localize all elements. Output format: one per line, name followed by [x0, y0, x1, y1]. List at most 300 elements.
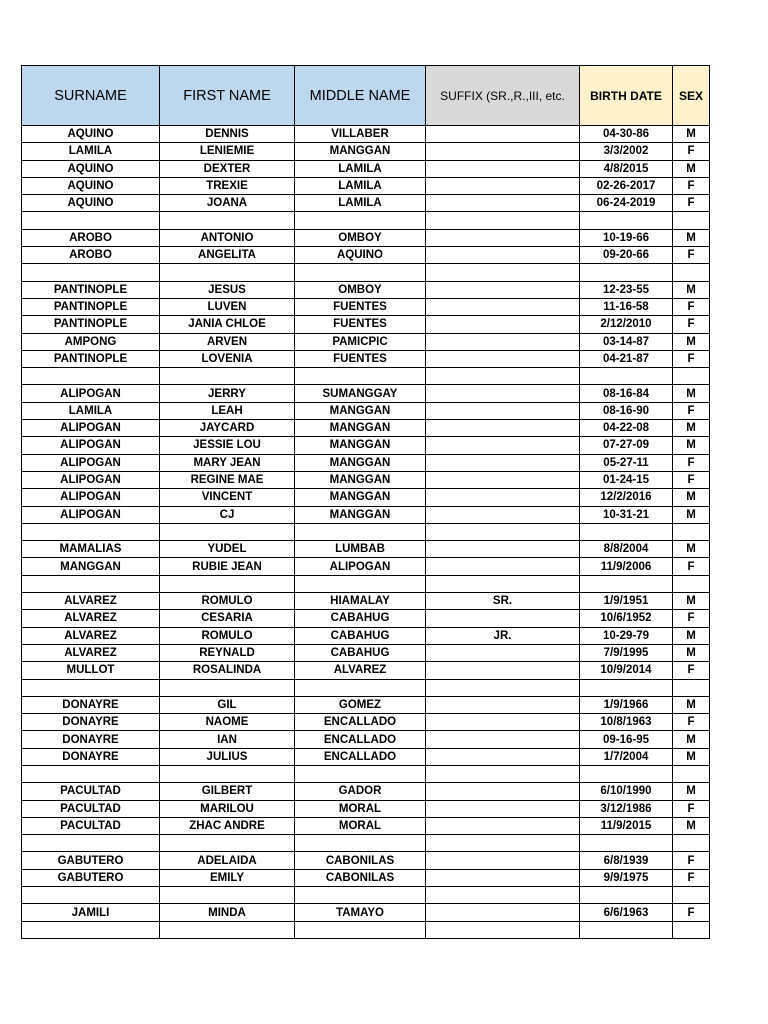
cell-first-name[interactable]: JESUS: [160, 281, 295, 298]
cell-first-name[interactable]: JAYCARD: [160, 420, 295, 437]
cell-first-name[interactable]: DENNIS: [160, 126, 295, 143]
cell-sex[interactable]: [673, 264, 710, 281]
cell-middle-name[interactable]: ALIPOGAN: [295, 558, 426, 575]
cell-birth-date[interactable]: 04-30-86: [580, 126, 673, 143]
cell-suffix[interactable]: [426, 800, 580, 817]
cell-suffix[interactable]: [426, 921, 580, 938]
cell-suffix[interactable]: [426, 281, 580, 298]
cell-surname[interactable]: ALVAREZ: [22, 627, 160, 644]
cell-surname[interactable]: DONAYRE: [22, 731, 160, 748]
cell-sex[interactable]: M: [673, 281, 710, 298]
cell-middle-name[interactable]: OMBOY: [295, 281, 426, 298]
cell-first-name[interactable]: ARVEN: [160, 333, 295, 350]
cell-first-name[interactable]: ROMULO: [160, 593, 295, 610]
cell-first-name[interactable]: JESSIE LOU: [160, 437, 295, 454]
cell-middle-name[interactable]: FUENTES: [295, 350, 426, 367]
cell-surname[interactable]: GABUTERO: [22, 869, 160, 886]
cell-middle-name[interactable]: HIAMALAY: [295, 593, 426, 610]
cell-first-name[interactable]: RUBIE JEAN: [160, 558, 295, 575]
cell-sex[interactable]: F: [673, 852, 710, 869]
cell-sex[interactable]: [673, 212, 710, 229]
cell-suffix[interactable]: [426, 575, 580, 592]
table-row: [22, 385, 710, 402]
cell-suffix[interactable]: [426, 714, 580, 731]
cell-middle-name[interactable]: GOMEZ: [295, 696, 426, 713]
cell-suffix[interactable]: [426, 817, 580, 834]
cell-sex[interactable]: M: [673, 748, 710, 765]
cell-birth-date[interactable]: 3/3/2002: [580, 143, 673, 160]
cell-birth-date[interactable]: 8/8/2004: [580, 541, 673, 558]
cell-birth-date[interactable]: 6/10/1990: [580, 783, 673, 800]
cell-birth-date[interactable]: 9/9/1975: [580, 869, 673, 886]
cell-first-name[interactable]: MINDA: [160, 904, 295, 921]
cell-birth-date[interactable]: 1/9/1966: [580, 696, 673, 713]
cell-suffix[interactable]: [426, 887, 580, 904]
cell-suffix[interactable]: [426, 489, 580, 506]
cell-suffix[interactable]: [426, 644, 580, 661]
cell-middle-name[interactable]: MORAL: [295, 800, 426, 817]
cell-sex[interactable]: M: [673, 731, 710, 748]
cell-sex[interactable]: M: [673, 817, 710, 834]
cell-surname[interactable]: AROBO: [22, 247, 160, 264]
cell-birth-date[interactable]: 11/9/2015: [580, 817, 673, 834]
cell-suffix[interactable]: [426, 264, 580, 281]
cell-surname[interactable]: LAMILA: [22, 402, 160, 419]
cell-surname[interactable]: ALIPOGAN: [22, 385, 160, 402]
cell-first-name[interactable]: LOVENIA: [160, 350, 295, 367]
cell-birth-date[interactable]: 6/6/1963: [580, 904, 673, 921]
cell-sex[interactable]: M: [673, 696, 710, 713]
cell-sex[interactable]: [673, 765, 710, 782]
cell-middle-name[interactable]: CABAHUG: [295, 610, 426, 627]
cell-suffix[interactable]: [426, 229, 580, 246]
cell-first-name[interactable]: [160, 765, 295, 782]
cell-birth-date[interactable]: 1/7/2004: [580, 748, 673, 765]
cell-sex[interactable]: M: [673, 593, 710, 610]
cell-surname[interactable]: [22, 575, 160, 592]
cell-surname[interactable]: ALIPOGAN: [22, 489, 160, 506]
cell-middle-name[interactable]: MANGGAN: [295, 471, 426, 488]
cell-middle-name[interactable]: MANGGAN: [295, 489, 426, 506]
cell-first-name[interactable]: LENIEMIE: [160, 143, 295, 160]
cell-middle-name[interactable]: MANGGAN: [295, 420, 426, 437]
cell-suffix[interactable]: [426, 143, 580, 160]
cell-suffix[interactable]: [426, 835, 580, 852]
cell-birth-date[interactable]: [580, 921, 673, 938]
cell-suffix[interactable]: [426, 523, 580, 540]
cell-surname[interactable]: MAMALIAS: [22, 541, 160, 558]
cell-sex[interactable]: F: [673, 143, 710, 160]
cell-sex[interactable]: F: [673, 350, 710, 367]
cell-middle-name[interactable]: [295, 765, 426, 782]
cell-middle-name[interactable]: [295, 523, 426, 540]
cell-sex[interactable]: F: [673, 298, 710, 315]
cell-surname[interactable]: PANTINOPLE: [22, 281, 160, 298]
cell-surname[interactable]: ALVAREZ: [22, 610, 160, 627]
cell-middle-name[interactable]: SUMANGGAY: [295, 385, 426, 402]
cell-surname[interactable]: AQUINO: [22, 195, 160, 212]
cell-suffix[interactable]: [426, 247, 580, 264]
cell-sex[interactable]: F: [673, 195, 710, 212]
cell-sex[interactable]: F: [673, 610, 710, 627]
cell-middle-name[interactable]: [295, 679, 426, 696]
cell-suffix[interactable]: [426, 471, 580, 488]
cell-middle-name[interactable]: TAMAYO: [295, 904, 426, 921]
cell-surname[interactable]: [22, 921, 160, 938]
cell-middle-name[interactable]: [295, 887, 426, 904]
cell-suffix[interactable]: [426, 126, 580, 143]
cell-suffix[interactable]: [426, 402, 580, 419]
cell-sex[interactable]: M: [673, 160, 710, 177]
cell-first-name[interactable]: [160, 575, 295, 592]
cell-sex[interactable]: M: [673, 541, 710, 558]
cell-middle-name[interactable]: ENCALLADO: [295, 714, 426, 731]
table-row: [22, 714, 710, 731]
cell-middle-name[interactable]: LUMBAB: [295, 541, 426, 558]
cell-surname[interactable]: PANTINOPLE: [22, 298, 160, 315]
cell-sex[interactable]: F: [673, 558, 710, 575]
cell-first-name[interactable]: [160, 368, 295, 385]
cell-suffix[interactable]: [426, 541, 580, 558]
cell-birth-date[interactable]: 7/9/1995: [580, 644, 673, 661]
cell-surname[interactable]: [22, 679, 160, 696]
cell-sex[interactable]: F: [673, 247, 710, 264]
cell-first-name[interactable]: JULIUS: [160, 748, 295, 765]
cell-first-name[interactable]: JOANA: [160, 195, 295, 212]
cell-middle-name[interactable]: MORAL: [295, 817, 426, 834]
cell-first-name[interactable]: DEXTER: [160, 160, 295, 177]
cell-birth-date[interactable]: 08-16-90: [580, 402, 673, 419]
cell-suffix[interactable]: [426, 765, 580, 782]
cell-suffix[interactable]: [426, 869, 580, 886]
cell-suffix[interactable]: [426, 748, 580, 765]
cell-suffix[interactable]: [426, 731, 580, 748]
cell-suffix[interactable]: [426, 195, 580, 212]
cell-middle-name[interactable]: LAMILA: [295, 160, 426, 177]
table-row: [22, 921, 710, 938]
cell-surname[interactable]: GABUTERO: [22, 852, 160, 869]
cell-middle-name[interactable]: ENCALLADO: [295, 748, 426, 765]
cell-first-name[interactable]: ANGELITA: [160, 247, 295, 264]
cell-sex[interactable]: F: [673, 402, 710, 419]
cell-first-name[interactable]: REYNALD: [160, 644, 295, 661]
cell-first-name[interactable]: [160, 679, 295, 696]
cell-first-name[interactable]: [160, 887, 295, 904]
cell-sex[interactable]: M: [673, 229, 710, 246]
cell-first-name[interactable]: [160, 523, 295, 540]
cell-middle-name[interactable]: GADOR: [295, 783, 426, 800]
table-row: [22, 696, 710, 713]
cell-birth-date[interactable]: 10-29-79: [580, 627, 673, 644]
cell-middle-name[interactable]: [295, 368, 426, 385]
cell-suffix[interactable]: [426, 904, 580, 921]
cell-first-name[interactable]: EMILY: [160, 869, 295, 886]
cell-birth-date[interactable]: 01-24-15: [580, 471, 673, 488]
cell-suffix[interactable]: [426, 506, 580, 523]
cell-birth-date[interactable]: 08-16-84: [580, 385, 673, 402]
cell-suffix[interactable]: [426, 298, 580, 315]
cell-suffix[interactable]: [426, 558, 580, 575]
cell-suffix[interactable]: [426, 350, 580, 367]
cell-sex[interactable]: M: [673, 489, 710, 506]
cell-sex[interactable]: F: [673, 714, 710, 731]
cell-surname[interactable]: [22, 212, 160, 229]
cell-surname[interactable]: ALIPOGAN: [22, 454, 160, 471]
cell-surname[interactable]: PANTINOPLE: [22, 316, 160, 333]
cell-surname[interactable]: ALVAREZ: [22, 593, 160, 610]
cell-middle-name[interactable]: LAMILA: [295, 177, 426, 194]
cell-sex[interactable]: F: [673, 177, 710, 194]
cell-sex[interactable]: M: [673, 437, 710, 454]
cell-surname[interactable]: DONAYRE: [22, 714, 160, 731]
cell-birth-date[interactable]: 12-23-55: [580, 281, 673, 298]
cell-birth-date[interactable]: 09-20-66: [580, 247, 673, 264]
cell-middle-name[interactable]: ENCALLADO: [295, 731, 426, 748]
cell-surname[interactable]: ALIPOGAN: [22, 420, 160, 437]
cell-middle-name[interactable]: AQUINO: [295, 247, 426, 264]
cell-first-name[interactable]: [160, 835, 295, 852]
cell-first-name[interactable]: YUDEL: [160, 541, 295, 558]
cell-first-name[interactable]: MARILOU: [160, 800, 295, 817]
table-row: [22, 143, 710, 160]
cell-surname[interactable]: LAMILA: [22, 143, 160, 160]
cell-birth-date[interactable]: [580, 212, 673, 229]
cell-surname[interactable]: ALIPOGAN: [22, 437, 160, 454]
cell-surname[interactable]: ALIPOGAN: [22, 506, 160, 523]
cell-suffix[interactable]: [426, 783, 580, 800]
cell-birth-date[interactable]: 05-27-11: [580, 454, 673, 471]
header-suffix: SUFFIX (SR.,R.,III, etc.: [426, 66, 580, 126]
cell-sex[interactable]: [673, 523, 710, 540]
cell-first-name[interactable]: NAOME: [160, 714, 295, 731]
cell-suffix[interactable]: [426, 385, 580, 402]
cell-birth-date[interactable]: 11-16-58: [580, 298, 673, 315]
cell-surname[interactable]: [22, 835, 160, 852]
cell-birth-date[interactable]: 6/8/1939: [580, 852, 673, 869]
cell-first-name[interactable]: VINCENT: [160, 489, 295, 506]
cell-surname[interactable]: AQUINO: [22, 160, 160, 177]
cell-middle-name[interactable]: [295, 575, 426, 592]
cell-birth-date[interactable]: 3/12/1986: [580, 800, 673, 817]
cell-middle-name[interactable]: LAMILA: [295, 195, 426, 212]
cell-surname[interactable]: JAMILI: [22, 904, 160, 921]
cell-surname[interactable]: [22, 368, 160, 385]
cell-first-name[interactable]: ADELAIDA: [160, 852, 295, 869]
cell-birth-date[interactable]: 04-22-08: [580, 420, 673, 437]
cell-sex[interactable]: M: [673, 385, 710, 402]
cell-first-name[interactable]: CJ: [160, 506, 295, 523]
cell-suffix[interactable]: [426, 662, 580, 679]
cell-sex[interactable]: M: [673, 783, 710, 800]
cell-surname[interactable]: PACULTAD: [22, 817, 160, 834]
cell-surname[interactable]: DONAYRE: [22, 748, 160, 765]
cell-sex[interactable]: M: [673, 333, 710, 350]
cell-sex[interactable]: F: [673, 662, 710, 679]
cell-suffix[interactable]: [426, 437, 580, 454]
cell-surname[interactable]: PACULTAD: [22, 800, 160, 817]
cell-surname[interactable]: MULLOT: [22, 662, 160, 679]
cell-surname[interactable]: AMPONG: [22, 333, 160, 350]
cell-first-name[interactable]: JANIA CHLOE: [160, 316, 295, 333]
cell-sex[interactable]: M: [673, 627, 710, 644]
cell-birth-date[interactable]: 06-24-2019: [580, 195, 673, 212]
cell-sex[interactable]: F: [673, 800, 710, 817]
cell-birth-date[interactable]: [580, 765, 673, 782]
header-surname: SURNAME: [22, 66, 160, 126]
header-middle-name: MIDDLE NAME: [295, 66, 426, 126]
cell-sex[interactable]: [673, 921, 710, 938]
cell-suffix[interactable]: [426, 212, 580, 229]
cell-birth-date[interactable]: 04-21-87: [580, 350, 673, 367]
cell-surname[interactable]: DONAYRE: [22, 696, 160, 713]
cell-middle-name[interactable]: MANGGAN: [295, 437, 426, 454]
cell-first-name[interactable]: ANTONIO: [160, 229, 295, 246]
cell-suffix[interactable]: [426, 368, 580, 385]
cell-suffix[interactable]: [426, 333, 580, 350]
cell-middle-name[interactable]: CABAHUG: [295, 644, 426, 661]
cell-middle-name[interactable]: CABONILAS: [295, 852, 426, 869]
cell-first-name[interactable]: LUVEN: [160, 298, 295, 315]
cell-suffix[interactable]: [426, 177, 580, 194]
cell-surname[interactable]: PACULTAD: [22, 783, 160, 800]
table-row: [22, 765, 710, 782]
cell-middle-name[interactable]: [295, 835, 426, 852]
cell-birth-date[interactable]: [580, 264, 673, 281]
cell-suffix[interactable]: [426, 696, 580, 713]
cell-suffix[interactable]: [426, 160, 580, 177]
table-row: [22, 610, 710, 627]
cell-middle-name[interactable]: MANGGAN: [295, 454, 426, 471]
cell-sex[interactable]: M: [673, 506, 710, 523]
table-row: [22, 333, 710, 350]
cell-birth-date[interactable]: 12/2/2016: [580, 489, 673, 506]
cell-surname[interactable]: AQUINO: [22, 177, 160, 194]
table-row: [22, 195, 710, 212]
cell-surname[interactable]: AQUINO: [22, 126, 160, 143]
cell-birth-date[interactable]: 10/6/1952: [580, 610, 673, 627]
cell-first-name[interactable]: JERRY: [160, 385, 295, 402]
cell-surname[interactable]: MANGGAN: [22, 558, 160, 575]
cell-first-name[interactable]: [160, 212, 295, 229]
cell-sex[interactable]: F: [673, 471, 710, 488]
cell-sex[interactable]: [673, 575, 710, 592]
table-row: [22, 489, 710, 506]
cell-suffix[interactable]: [426, 454, 580, 471]
cell-birth-date[interactable]: 07-27-09: [580, 437, 673, 454]
cell-surname[interactable]: ALVAREZ: [22, 644, 160, 661]
cell-sex[interactable]: [673, 679, 710, 696]
cell-middle-name[interactable]: [295, 921, 426, 938]
cell-birth-date[interactable]: 1/9/1951: [580, 593, 673, 610]
cell-first-name[interactable]: [160, 264, 295, 281]
cell-middle-name[interactable]: PAMICPIC: [295, 333, 426, 350]
cell-sex[interactable]: [673, 887, 710, 904]
cell-suffix[interactable]: [426, 610, 580, 627]
cell-birth-date[interactable]: [580, 368, 673, 385]
cell-surname[interactable]: [22, 523, 160, 540]
cell-middle-name[interactable]: FUENTES: [295, 316, 426, 333]
cell-first-name[interactable]: GIL: [160, 696, 295, 713]
cell-first-name[interactable]: IAN: [160, 731, 295, 748]
cell-surname[interactable]: [22, 264, 160, 281]
cell-birth-date[interactable]: 4/8/2015: [580, 160, 673, 177]
cell-birth-date[interactable]: 11/9/2006: [580, 558, 673, 575]
cell-birth-date[interactable]: [580, 835, 673, 852]
cell-birth-date[interactable]: [580, 523, 673, 540]
cell-suffix[interactable]: [426, 316, 580, 333]
cell-middle-name[interactable]: MANGGAN: [295, 402, 426, 419]
cell-sex[interactable]: M: [673, 644, 710, 661]
cell-middle-name[interactable]: CABONILAS: [295, 869, 426, 886]
cell-sex[interactable]: F: [673, 316, 710, 333]
cell-birth-date[interactable]: [580, 679, 673, 696]
cell-birth-date[interactable]: [580, 887, 673, 904]
cell-first-name[interactable]: MARY JEAN: [160, 454, 295, 471]
cell-middle-name[interactable]: ALVAREZ: [295, 662, 426, 679]
cell-sex[interactable]: F: [673, 454, 710, 471]
cell-sex[interactable]: M: [673, 420, 710, 437]
cell-first-name[interactable]: CESARIA: [160, 610, 295, 627]
cell-birth-date[interactable]: 10/8/1963: [580, 714, 673, 731]
cell-surname[interactable]: ALIPOGAN: [22, 471, 160, 488]
cell-first-name[interactable]: LEAH: [160, 402, 295, 419]
table-row: [22, 852, 710, 869]
cell-first-name[interactable]: [160, 921, 295, 938]
cell-suffix[interactable]: SR.: [426, 593, 580, 610]
cell-suffix[interactable]: [426, 679, 580, 696]
cell-middle-name[interactable]: MANGGAN: [295, 143, 426, 160]
cell-birth-date[interactable]: 2/12/2010: [580, 316, 673, 333]
cell-suffix[interactable]: JR.: [426, 627, 580, 644]
household-members-table: [21, 65, 710, 939]
cell-birth-date[interactable]: 10-19-66: [580, 229, 673, 246]
cell-birth-date[interactable]: 10-31-21: [580, 506, 673, 523]
cell-middle-name[interactable]: [295, 264, 426, 281]
cell-sex[interactable]: F: [673, 869, 710, 886]
cell-middle-name[interactable]: FUENTES: [295, 298, 426, 315]
cell-birth-date[interactable]: 09-16-95: [580, 731, 673, 748]
cell-sex[interactable]: M: [673, 126, 710, 143]
cell-suffix[interactable]: [426, 852, 580, 869]
cell-middle-name[interactable]: CABAHUG: [295, 627, 426, 644]
cell-first-name[interactable]: ZHAC ANDRE: [160, 817, 295, 834]
cell-middle-name[interactable]: [295, 212, 426, 229]
cell-first-name[interactable]: ROSALINDA: [160, 662, 295, 679]
cell-sex[interactable]: [673, 368, 710, 385]
cell-middle-name[interactable]: VILLABER: [295, 126, 426, 143]
cell-sex[interactable]: F: [673, 904, 710, 921]
cell-first-name[interactable]: TREXIE: [160, 177, 295, 194]
cell-first-name[interactable]: REGINE MAE: [160, 471, 295, 488]
cell-surname[interactable]: [22, 765, 160, 782]
cell-birth-date[interactable]: 03-14-87: [580, 333, 673, 350]
cell-surname[interactable]: [22, 887, 160, 904]
table-row: [22, 679, 710, 696]
cell-first-name[interactable]: GILBERT: [160, 783, 295, 800]
cell-middle-name[interactable]: MANGGAN: [295, 506, 426, 523]
table-row: [22, 229, 710, 246]
cell-middle-name[interactable]: OMBOY: [295, 229, 426, 246]
table-row: [22, 368, 710, 385]
cell-birth-date[interactable]: 02-26-2017: [580, 177, 673, 194]
cell-birth-date[interactable]: [580, 575, 673, 592]
cell-first-name[interactable]: ROMULO: [160, 627, 295, 644]
cell-birth-date[interactable]: 10/9/2014: [580, 662, 673, 679]
cell-suffix[interactable]: [426, 420, 580, 437]
cell-sex[interactable]: [673, 835, 710, 852]
cell-surname[interactable]: PANTINOPLE: [22, 350, 160, 367]
cell-surname[interactable]: AROBO: [22, 229, 160, 246]
